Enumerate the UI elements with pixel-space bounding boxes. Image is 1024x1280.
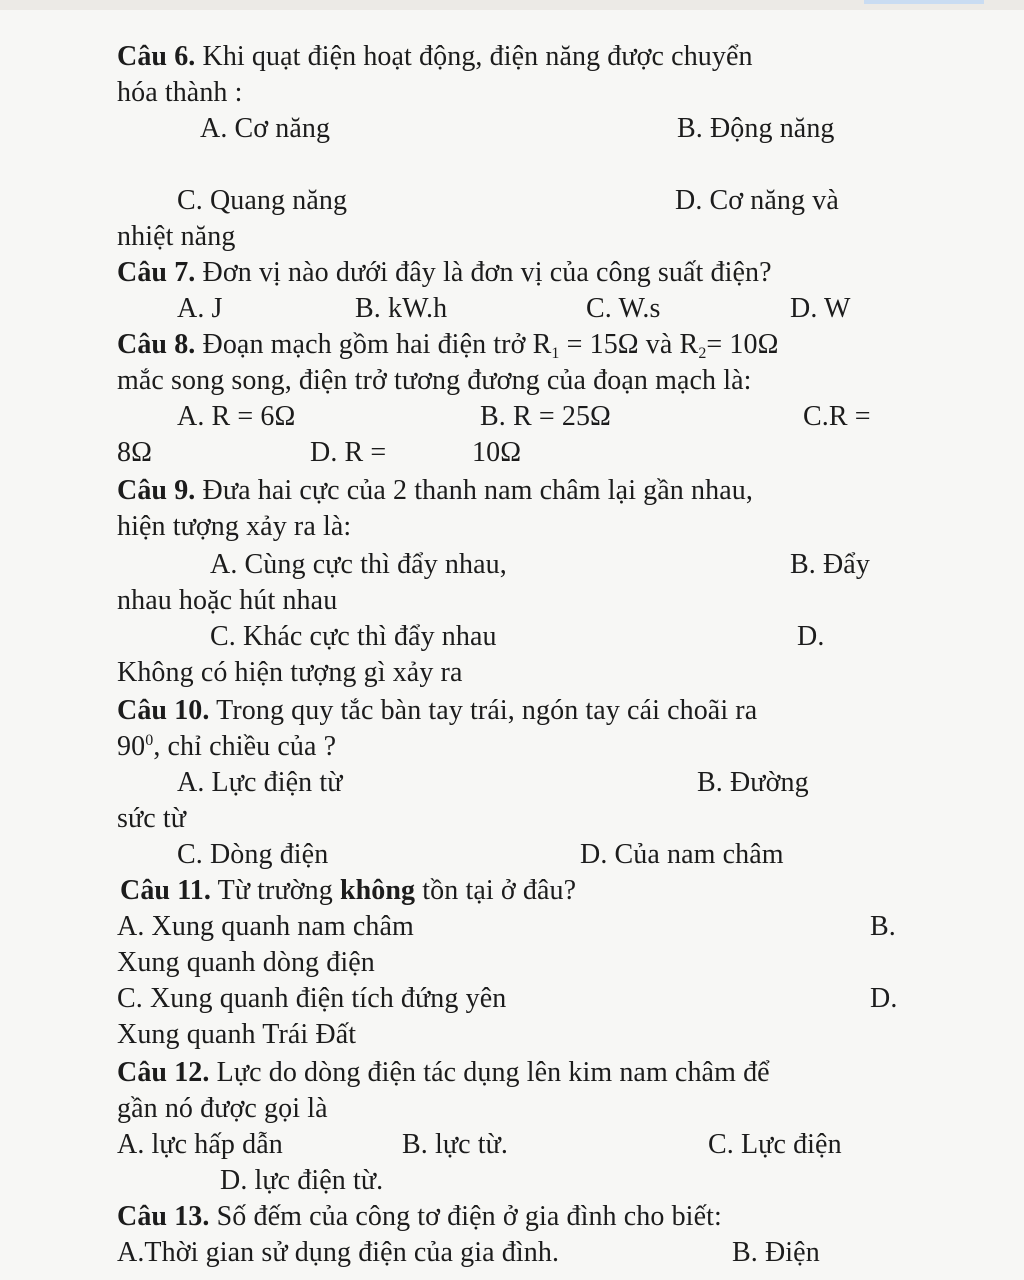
q9-option-c: C. Khác cực thì đẩy nhau (210, 621, 497, 652)
q11-option-a: A. Xung quanh nam châm (117, 911, 414, 942)
q12-option-a: A. lực hấp dẫn (117, 1129, 283, 1160)
q13-option-a: A.Thời gian sử dụng điện của gia đình. (117, 1237, 560, 1268)
q10-option-b-line2: sức từ (117, 803, 187, 834)
q11-option-c: C. Xung quanh điện tích đứng yên (117, 983, 507, 1014)
q13-label: Câu 13. (117, 1201, 210, 1232)
q12-text-line1: Lực do dòng điện tác dụng lên kim nam châm để (216, 1057, 770, 1088)
q6-option-b: B. Động năng (677, 113, 835, 144)
q10-option-c: C. Dòng điện (177, 839, 329, 870)
q7-option-c: C. W.s (586, 293, 661, 324)
q10-text-rest: , chỉ chiều của ? (153, 731, 337, 762)
q10-degree-superscript: 0 (145, 732, 154, 749)
q8-text-mid2: = 10Ω (706, 329, 779, 360)
q10-text-line2 (117, 730, 336, 764)
q9-text-line1: Đưa hai cực của 2 thanh nam châm lại gần nhau, (202, 475, 753, 506)
q8-text-mid1: = 15Ω và R (559, 329, 699, 360)
q12-question (117, 1056, 770, 1090)
q6-text-line1: Khi quạt điện hoạt động, điện năng được chuyển (202, 41, 753, 72)
top-edge-accent (864, 0, 984, 4)
q7-text: Đơn vị nào dưới đây là đơn vị của công suất điện? (202, 257, 772, 288)
q6-option-d-line1: D. Cơ năng và (675, 185, 839, 216)
q8-option-d-value: 10Ω (472, 437, 522, 468)
top-edge (0, 0, 1024, 10)
q13-text: Số đếm của công tơ điện ở gia đình cho biết: (216, 1201, 722, 1232)
q8-r2-subscript: 2 (698, 345, 707, 362)
q7-question (117, 256, 772, 290)
q13-question (117, 1200, 722, 1234)
q9-label: Câu 9. (117, 475, 196, 506)
q8-label: Câu 8. (117, 329, 196, 360)
q10-angle: 90 (117, 731, 146, 762)
q11-option-d-line2: Xung quanh Trái Đất (117, 1019, 357, 1050)
q9-option-d-line1: D. (797, 621, 825, 652)
q7-label: Câu 7. (117, 257, 196, 288)
q9-option-b-line2: nhau hoặc hút nhau (117, 585, 338, 616)
q8-option-b: B. R = 25Ω (480, 401, 611, 432)
q10-text-line1: Trong quy tắc bàn tay trái, ngón tay cái choãi ra (216, 695, 758, 726)
q10-question (117, 694, 757, 728)
q6-text-line2: hóa thành : (117, 77, 243, 108)
q10-option-d: D. Của nam châm (580, 839, 784, 870)
q9-option-d-line2: Không có hiện tượng gì xảy ra (117, 657, 463, 688)
q11-text-bold: không (339, 875, 416, 906)
q6-option-d-line2: nhiệt năng (117, 221, 236, 252)
q12-option-d: D. lực điện từ. (220, 1165, 384, 1196)
q8-r1-subscript: 1 (551, 345, 560, 362)
q13-option-b: B. Điện (732, 1237, 820, 1268)
q6-question (117, 40, 753, 74)
q9-option-b-line1: B. Đẩy (790, 549, 870, 580)
q12-option-c: C. Lực điện (708, 1129, 842, 1160)
q7-option-a: A. J (177, 293, 223, 324)
q12-label: Câu 12. (117, 1057, 210, 1088)
q10-label: Câu 10. (117, 695, 210, 726)
q8-text-pre: Đoạn mạch gồm hai điện trở R (202, 329, 552, 360)
q11-label: Câu 11. (120, 875, 211, 906)
q11-question (120, 874, 576, 908)
q6-option-c: C. Quang năng (177, 185, 348, 216)
q8-option-d-label: D. R = (310, 437, 387, 468)
q11-text-pre: Từ trường (217, 875, 333, 906)
q11-option-b-line1: B. (870, 911, 896, 942)
q8-text-line2: mắc song song, điện trở tương đương của đoạn mạch là: (117, 365, 752, 396)
q8-option-a: A. R = 6Ω (177, 401, 296, 432)
q9-option-a: A. Cùng cực thì đẩy nhau, (210, 549, 507, 580)
q8-option-c-line1: C.R = (803, 401, 871, 432)
q11-option-b-line2: Xung quanh dòng điện (117, 947, 375, 978)
q8-question (117, 328, 779, 362)
q6-label: Câu 6. (117, 41, 196, 72)
q9-text-line2: hiện tượng xảy ra là: (117, 511, 352, 542)
q10-option-b-line1: B. Đường (697, 767, 809, 798)
q11-option-d-line1: D. (870, 983, 898, 1014)
q7-option-d: D. W (790, 293, 851, 324)
q7-option-b: B. kW.h (355, 293, 448, 324)
q12-option-b: B. lực từ. (402, 1129, 509, 1160)
q9-question (117, 474, 753, 508)
q11-text-post: tồn tại ở đâu? (422, 875, 577, 906)
q8-option-c-line2: 8Ω (117, 437, 153, 468)
q6-option-a: A. Cơ năng (200, 113, 331, 144)
q10-option-a: A. Lực điện từ (177, 767, 343, 798)
q12-text-line2: gần nó được gọi là (117, 1093, 328, 1124)
